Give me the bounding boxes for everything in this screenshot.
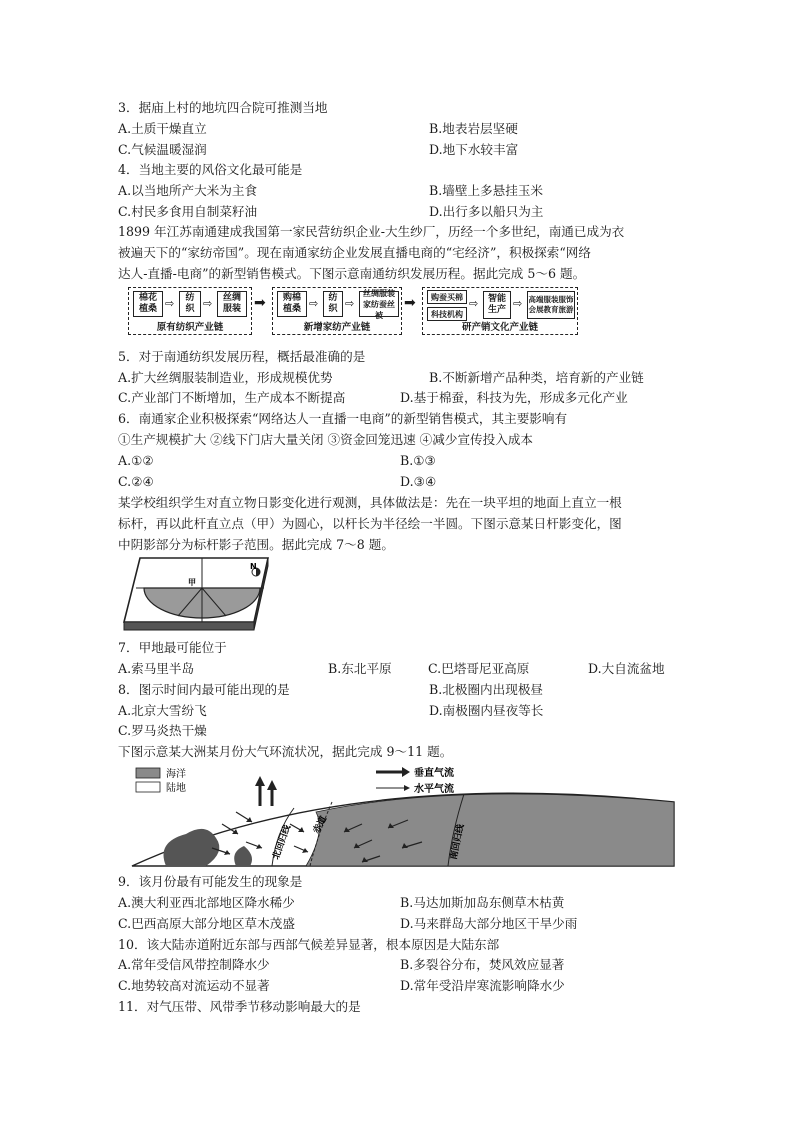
flow-box: 棉花 植桑 xyxy=(133,291,163,317)
q8-option-a[interactable]: A.北京大雪纷飞 xyxy=(118,703,207,718)
q9-options-row2 xyxy=(118,916,698,932)
flow-box: 纺 织 xyxy=(179,291,201,317)
flow-box: 高端服装服饰 会展教育旅游 xyxy=(527,291,575,319)
q6-options-row2 xyxy=(118,474,698,490)
passage-nantong xyxy=(118,221,683,284)
flow-group-original xyxy=(128,287,252,335)
flow-box: 购蚕买棉 xyxy=(427,290,467,304)
q8-option-b[interactable]: B.北极圈内出现极昼 xyxy=(429,682,544,697)
arrow-right-icon: ⇨ xyxy=(513,297,523,310)
arrow-right-icon: ⇨ xyxy=(203,297,213,310)
q10-options-row2 xyxy=(118,978,698,994)
q3-option-b[interactable]: B.地表岩层坚硬 xyxy=(429,121,518,136)
arrow-right-icon: ➡ xyxy=(404,295,416,311)
flow-group-new xyxy=(272,287,402,335)
flow-group-caption: 研产销文化产业链 xyxy=(461,322,538,333)
q9-option-c[interactable]: C.巴西高原大部分地区草木茂盛 xyxy=(118,916,295,931)
q7-stem: 7．甲地最可能位于 xyxy=(118,640,227,655)
q3-options-row1 xyxy=(118,121,698,137)
q8-stem: 8．图示时间内最可能出现的是 xyxy=(118,682,290,697)
q8-option-d[interactable]: D.南极圈内昼夜等长 xyxy=(429,703,544,718)
q10-stem: 10．该大陆赤道附近东部与西部气候差异显著，根本原因是大陆东部 xyxy=(118,937,500,952)
legend-ocean-label: 海洋 xyxy=(166,769,186,780)
passage-circulation: 下图示意某大洲某月份大气环流状况，据此完成 9～11 题。 xyxy=(118,744,453,759)
q9-option-b[interactable]: B.马达加斯加岛东侧草木枯黄 xyxy=(400,895,565,910)
flow-box: 购棉 植桑 xyxy=(277,291,307,317)
q10-option-b[interactable]: B.多裂谷分布，焚风效应显著 xyxy=(400,957,565,972)
q8-options-row xyxy=(118,703,698,719)
q3-options-row2 xyxy=(118,142,698,158)
flow-box: 科技机构 xyxy=(427,307,467,321)
legend-land-swatch xyxy=(136,782,160,792)
circulation-diagram xyxy=(126,762,678,870)
q3-option-d[interactable]: D.地下水较丰富 xyxy=(429,142,519,157)
q4-options-row2 xyxy=(118,204,698,220)
passage-line: 1899 年江苏南通建成我国第一家民营纺织企业-大生纱厂，历经一个多世纪，南通已成为衣 xyxy=(118,224,625,239)
north-label: N xyxy=(250,562,257,571)
flow-box: 丝绸 服装 xyxy=(217,291,247,317)
passage-line: 被遍天下的“家纺帝国”。现在南通家纺企业发展直播电商的“宅经济”，积极探索“网络 xyxy=(118,245,591,260)
flow-group-caption: 原有纺织产业链 xyxy=(156,322,224,333)
q6-options-row1 xyxy=(118,453,698,469)
legend-horizontal-label: 水平气流 xyxy=(414,784,454,795)
flow-box: 丝绸服装 家纺蚕丝被 xyxy=(359,291,399,317)
arrow-right-icon: ⇨ xyxy=(309,297,319,310)
passage-line: 中阴影部分为标杆影子范围。据此完成 7～8 题。 xyxy=(118,537,394,552)
q9-options-row1 xyxy=(118,895,698,911)
q8-stem-row xyxy=(118,682,698,698)
q6-option-a[interactable]: A.①② xyxy=(118,453,154,468)
q6-option-b[interactable]: B.①③ xyxy=(400,453,436,468)
flow-box: 智能 生产 xyxy=(483,291,511,319)
q6-statements: ①生产规模扩大 ②线下门店大量关闭 ③资金回笼迅速 ④减少宣传投入成本 xyxy=(118,432,534,447)
q5-option-c[interactable]: C.产业部门不断增加，生产成本不断提高 xyxy=(118,390,346,405)
arrow-right-icon: ⇨ xyxy=(345,297,355,310)
q8-option-c[interactable]: C.罗马炎热干燥 xyxy=(118,723,207,738)
q3-option-a[interactable]: A.土质干燥直立 xyxy=(118,121,207,136)
label-north-tropic: 北回归线 xyxy=(271,823,294,862)
q5-option-d[interactable]: D.基于棉蚕，科技为先，形成多元化产业 xyxy=(400,390,628,405)
arrow-right-icon: ➡ xyxy=(254,295,266,311)
q5-option-a[interactable]: A.扩大丝绸服装制造业，形成规模优势 xyxy=(118,370,333,385)
q6-option-d[interactable]: D.③④ xyxy=(400,474,437,489)
passage-line: 标杆，再以此杆直立点（甲）为圆心，以杆长为半径绘一半圆。下图示意某日杆影变化，图 xyxy=(118,516,622,531)
q7-option-a[interactable]: A.索马里半岛 xyxy=(118,661,195,676)
q10-option-d[interactable]: D.常年受沿岸寒流影响降水少 xyxy=(400,978,565,993)
label-equator: 赤道 xyxy=(311,814,330,836)
arrow-right-icon: ⇨ xyxy=(469,297,479,310)
q4-option-a[interactable]: A.以当地所产大米为主食 xyxy=(118,183,258,198)
q10-option-a[interactable]: A.常年受信风带控制降水少 xyxy=(118,957,270,972)
q9-option-d[interactable]: D.马来群岛大部分地区干旱少雨 xyxy=(400,916,578,931)
q6-option-c[interactable]: C.②④ xyxy=(118,474,154,489)
q4-options-row1 xyxy=(118,183,698,199)
q7-option-d[interactable]: D.大自流盆地 xyxy=(588,661,665,676)
q5-option-b[interactable]: B.不断新增产品种类，培育新的产业链 xyxy=(429,370,644,385)
jia-label: 甲 xyxy=(188,578,196,587)
passage-line: 某学校组织学生对直立物日影变化进行观测，具体做法是：先在一块平坦的地面上直立一根 xyxy=(118,495,622,510)
q7-options-row xyxy=(118,661,698,677)
q6-stem: 6．南通家企业积极探索“网络达人一直播一电商”的新型销售模式，其主要影响有 xyxy=(118,411,568,426)
legend-vertical-label: 垂直气流 xyxy=(414,768,454,779)
textile-flow-chart xyxy=(128,287,678,337)
q10-options-row1 xyxy=(118,957,698,973)
q4-option-b[interactable]: B.墙壁上多悬挂玉米 xyxy=(429,183,544,198)
q7-option-b[interactable]: B.东北平原 xyxy=(328,661,392,676)
passage-line: 达人-直播-电商”的新型销售模式。下图示意南通纺织发展历程。据此完成 5～6 题。 xyxy=(118,266,586,281)
flow-box: 纺 织 xyxy=(323,291,343,317)
q3-option-c[interactable]: C.气候温暖湿润 xyxy=(118,142,207,157)
legend-land-label: 陆地 xyxy=(166,783,186,794)
legend-ocean-swatch xyxy=(136,768,160,778)
arrow-right-icon: ⇨ xyxy=(165,297,175,310)
q4-option-c[interactable]: C.村民多食用自制菜籽油 xyxy=(118,204,258,219)
q9-option-a[interactable]: A.澳大利亚西北部地区降水稀少 xyxy=(118,895,295,910)
q7-option-c[interactable]: C.巴塔哥尼亚高原 xyxy=(428,661,530,676)
q5-options-row1 xyxy=(118,370,698,386)
q10-option-c[interactable]: C.地势较高对流运动不显著 xyxy=(118,978,270,993)
flow-group-rd xyxy=(422,287,578,335)
q4-stem: 4．当地主要的风俗文化最可能是 xyxy=(118,162,303,177)
q3-stem: 3．据庙上村的地坑四合院可推测当地 xyxy=(118,100,328,115)
passage-sun-shadow xyxy=(118,492,683,555)
flow-group-caption: 新增家纺产业链 xyxy=(303,322,371,333)
shadow-diagram xyxy=(122,556,272,634)
q5-options-row2 xyxy=(118,390,698,406)
label-south-tropic: 南回归线 xyxy=(449,823,467,861)
q11-stem: 11．对气压带、风带季节移动影响最大的是 xyxy=(118,999,361,1014)
q9-stem: 9．该月份最有可能发生的现象是 xyxy=(118,874,303,889)
q5-stem: 5．对于南通纺织发展历程，概括最准确的是 xyxy=(118,349,366,364)
q4-option-d[interactable]: D.出行多以船只为主 xyxy=(429,204,544,219)
